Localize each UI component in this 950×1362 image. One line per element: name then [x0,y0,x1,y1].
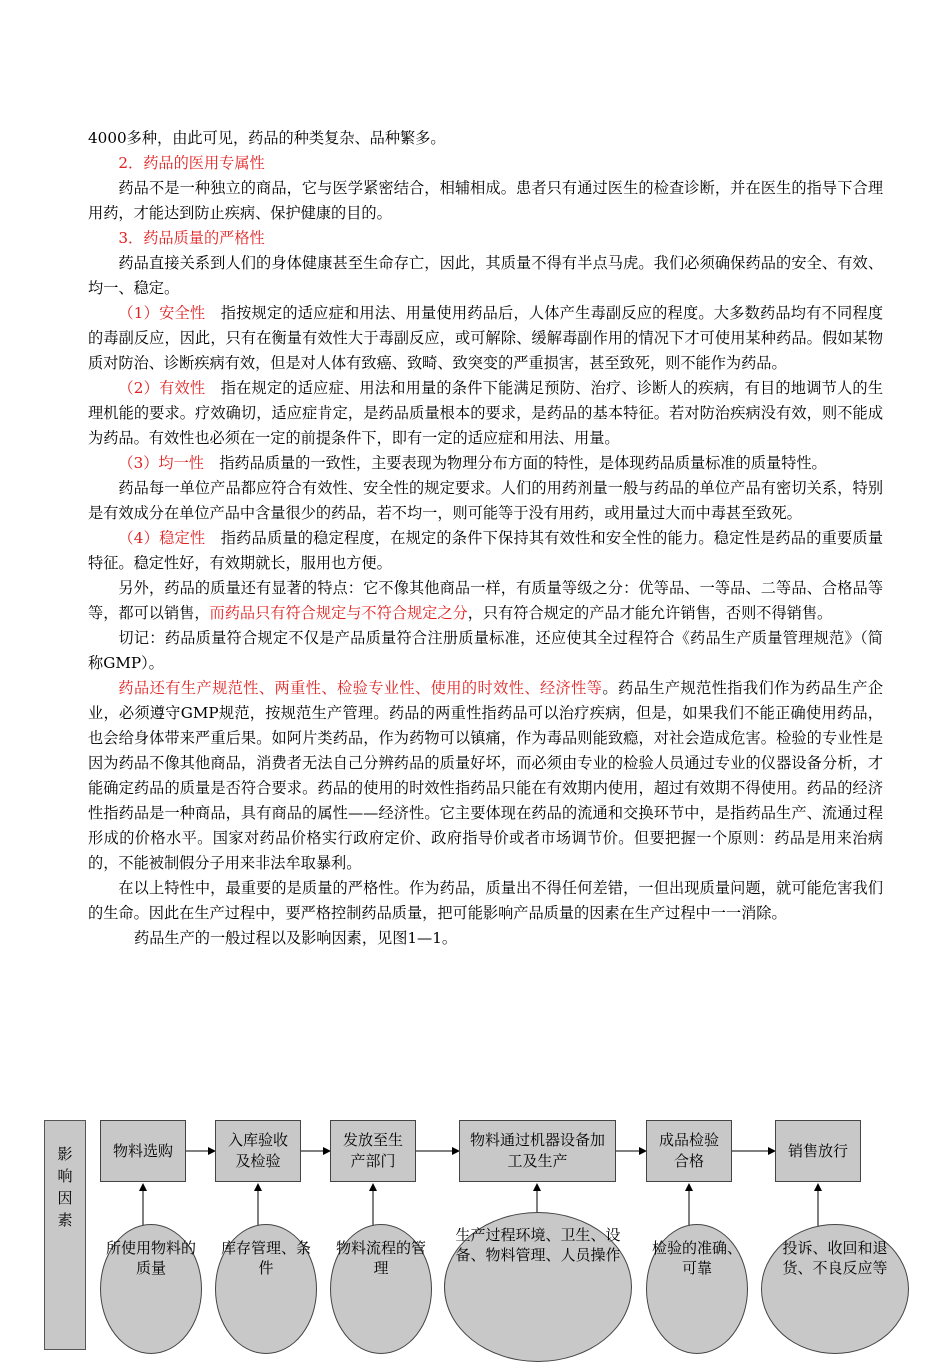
step-box: 入库验收及检验 [215,1120,301,1182]
step-box: 销售放行 [775,1120,861,1182]
paragraph: 切记：药品质量符合规定不仅是产品质量符合注册质量标准，还应使其全过程符合《药品生产质量管理规范》（简称GMP）。 [88,629,883,672]
term-text: 指药品质量的一致性，主要表现为物理分布方面的特性，是体现药品质量标准的质量特性。 [219,454,827,472]
paragraph-uniformity [88,451,883,476]
step-box: 物料选购 [100,1120,186,1182]
paragraph: 药品每一单位产品都应符合有效性、安全性的规定要求。人们的用药剂量一般与药品的单位产品有密切关系，特别是有效成分在单位产品中含量很少的药品，若不均一，则可能等于没有用药，或用量过大而中毒甚至致死。 [88,479,883,522]
influence-factors-bar [44,1120,86,1350]
paragraph-efficacy [88,376,883,451]
step-box: 成品检验合格 [646,1120,732,1182]
factor-label: 所使用物料的质量 [105,1239,196,1277]
highlight-text: 而药品只有符合规定与不符合规定之分 [209,604,468,622]
paragraph: 药品直接关系到人们的身体健康甚至生命存亡，因此，其质量不得有半点马虎。我们必须确保药品的安全、有效、均一、稳定。 [88,254,883,297]
section-heading: 2．药品的医用专属性 [118,154,265,172]
paragraph-safety [88,301,883,376]
figure-caption: 药品生产的一般过程以及影响因素，见图1—1。 [134,929,458,947]
term-label: （1）安全性 [118,304,206,322]
factor-label: 库存管理、条件 [220,1239,311,1277]
paragraph: 药品不是一种独立的商品，它与医学紧密结合，相辅相成。患者只有通过医生的检查诊断，并在医生的指导下合理用药，才能达到防止疾病、保护健康的目的。 [88,179,883,222]
factor-label: 投诉、收回和退货、不良反应等 [782,1239,888,1277]
term-text: 指药品质量的稳定程度，在规定的条件下保持其有效性和安全性的能力。稳定性是药品的重要质量特征。稳定性好，有效期就长，服用也方便。 [88,529,884,572]
paragraph: 在以上特性中，最重要的是质量的严格性。作为药品，质量出不得任何差错，一但出现质量问题，就可能危害我们的生命。因此在生产过程中，要严格控制药品质量，把可能影响产品质量的因素在生产过程中一一消除。 [88,879,883,922]
paragraph: 药品还有生产规范性、两重性、检验专业性、使用的时效性、经济性等。药品生产规范性指我们作为药品生产企业，必须遵守GMP规范，按规范生产管理。药品的两重性指药品可以治疗疾病，但是，如果我们不能正确使用药品，也会给身体带来严重后果。如阿片类药品，作为药物可以镇痛，作为毒品则能致瘾，对社会造成危害。检验的专业性是因为药品不像其他商品，消费者无法自己分辨药品的质量好坏，而必须由专业的检验人员通过专业的仪器设备分析，才能确定药品的质量是否符合要求。药品的使用的时效性指药品只能在有效期内使用，超过有效期不得使用。药品的经济性指药品是一种商品，具有商品的属性——经济性。它主要体现在药品的流通和交换环节中，是指药品生产、流通过程形成的价格水平。国家对药品价格实行政府定价、政府指导价或者市场调节价。但要把握一个原则：药品是用来治病的，不能被制假分子用来非法牟取暴利。 [88,679,884,872]
term-text: 指按规定的适应症和用法、用量使用药品后，人体产生毒副反应的程度。大多数药品均有不同程度的毒副反应，因此，只有在衡量有效性大于毒副反应，或可解除、缓解毒副作用的情况下才可使用某种药品。假如某物质对防治、诊断疾病有效，但是对人体有致癌、致畸、致突变的严重损害，甚至致死，则不能作为药品。 [88,304,884,372]
process-diagram [0,1100,950,1344]
factor-label: 生产过程环境、卫生、设备、物料管理、人员操作 [455,1226,621,1264]
step-box: 发放至生产部门 [330,1120,416,1182]
paragraph: 另外，药品的质量还有显著的特点：它不像其他商品一样，有质量等级之分：优等品、一等品、二等品、合格品等等，都可以销售，而药品只有符合规定与不符合规定之分，只有符合规定的产品才能允许销售，否则不得销售。 [88,579,883,622]
paragraph-stability [88,526,883,576]
side-label: 影响因素 [57,1145,73,1229]
factor-label: 物料流程的管理 [336,1239,427,1277]
section-heading: 3．药品质量的严格性 [118,229,265,247]
step-box: 物料通过机器设备加工及生产 [459,1120,616,1182]
term-label: （4）稳定性 [118,529,206,547]
body-text [88,126,883,951]
highlight-text: 药品还有生产规范性、两重性、检验专业性、使用的时效性、经济性等 [118,679,603,697]
term-label: （2）有效性 [118,379,206,397]
factor-label: 检验的准确、可靠 [651,1239,742,1277]
paragraph: 4000多种，由此可见，药品的种类复杂、品种繁多。 [88,129,446,147]
term-label: （3）均一性 [118,454,204,472]
term-text: 指在规定的适应症、用法和用量的条件下能满足预防、治疗、诊断人的疾病，有目的地调节人的生理机能的要求。疗效确切，适应症肯定，是药品质量根本的要求，是药品的基本特征。若对防治疾病没有效，则不能成为药品。有效性也必须在一定的前提条件下，即有一定的适应症和用法、用量。 [88,379,884,447]
